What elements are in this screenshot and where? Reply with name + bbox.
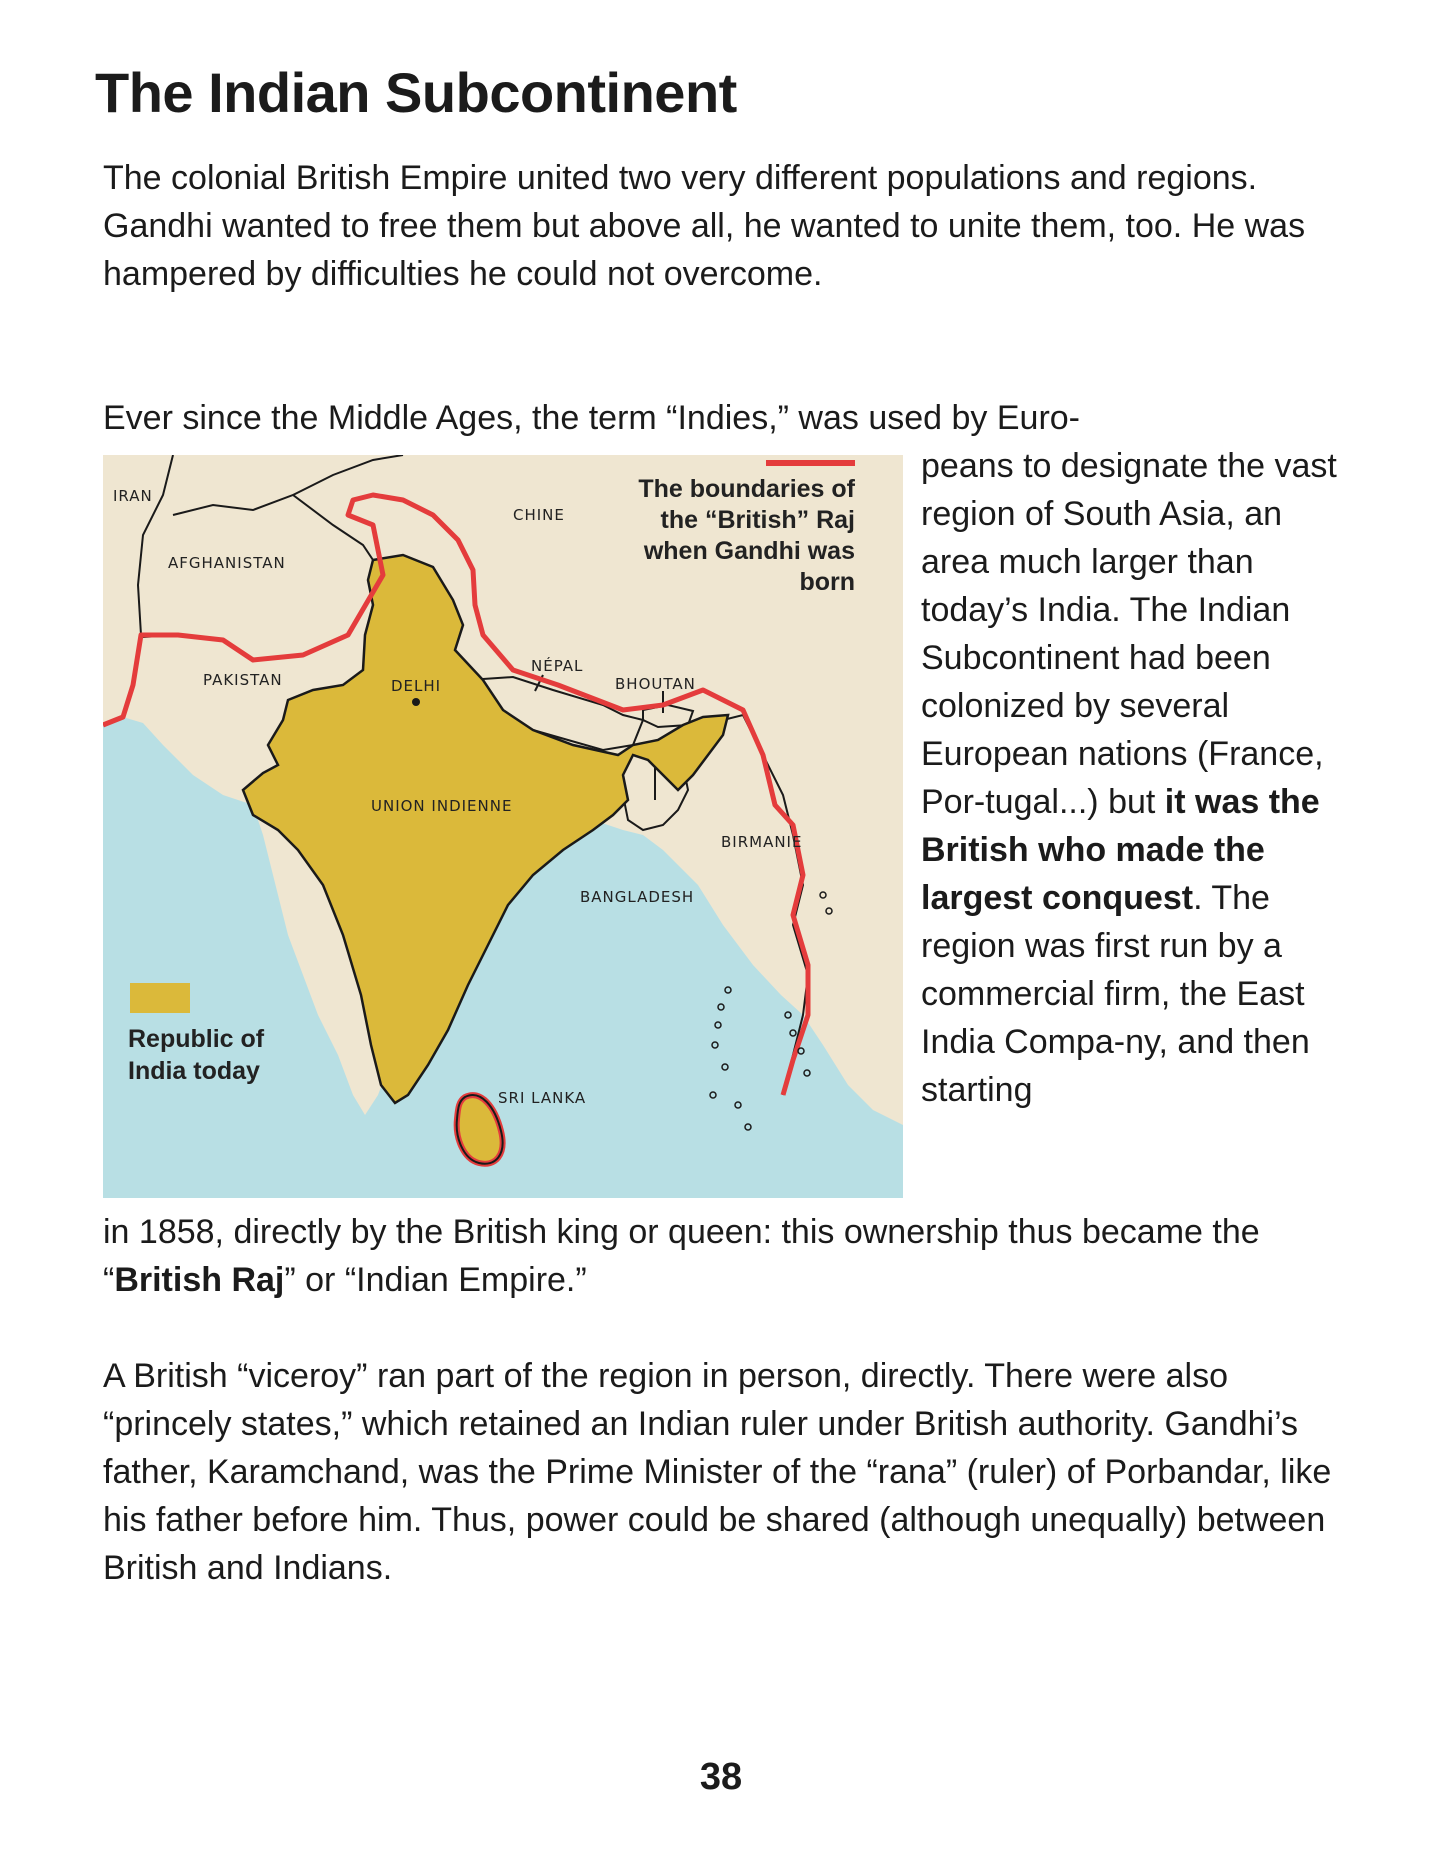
label-delhi: DELHI [391,677,442,695]
label-bhoutan: BHOUTAN [615,675,696,693]
page-title: The Indian Subcontinent [95,61,737,124]
label-birmanie: BIRMANIE [721,833,803,851]
label-pakistan: PAKISTAN [203,671,283,689]
svg-text:when Gandhi was: when Gandhi was [643,537,855,565]
legend-republic-swatch [130,983,190,1013]
label-afghanistan: AFGHANISTAN [168,554,286,572]
svg-text:India today: India today [128,1057,260,1085]
paragraph-viceroy: A British “viceroy” ran part of the region in person, directly. There were also “princely states,” which retained an Indian ruler under British authority. Gandhi’s father, Karamchand, was the Prime Minister of the “rana” (ruler) of Porbandar, like his father before him. Thus, power could be shared (although unequally) between British and Indians. [103,1357,1332,1587]
delhi-dot [412,698,420,706]
svg-text:the “British” Raj: the “British” Raj [660,506,855,534]
svg-text:born: born [799,568,855,596]
subcontinent-map [103,455,903,1198]
label-nepal: NÉPAL [531,657,584,675]
svg-text:The boundaries of: The boundaries of [638,475,855,503]
svg-text:Republic of: Republic of [128,1025,265,1053]
paragraph-intro: The colonial British Empire united two very different populations and regions. Gandhi wanted to free them but above all, he wanted to unite them, too. He was hampered by difficulties he could not overcome. [103,159,1306,293]
paragraph-indies-wrap: peans to designate the vast region of South Asia, an area much larger than today’s India. The Indian Subcontinent had been colonized by several European nations (France, Por-tugal...) but it was the British who made the largest conquest. The region was first run by a commercial firm, the East India Compa-ny, and then starting [921,447,1337,1109]
label-chine: CHINE [513,506,565,524]
label-union-indienne: UNION INDIENNE [371,797,513,815]
page-number: 38 [699,1756,743,1798]
paragraph-indies-lead: Ever since the Middle Ages, the term “Indies,” was used by Euro- [103,399,1081,437]
label-bangladesh: BANGLADESH [580,888,695,906]
paragraph-indies-tail: in 1858, directly by the British king or queen: this ownership thus became the “British Raj” or “Indian Empire.” [103,1213,1260,1299]
label-iran: IRAN [113,487,153,505]
label-sri-lanka: SRI LANKA [498,1089,587,1107]
